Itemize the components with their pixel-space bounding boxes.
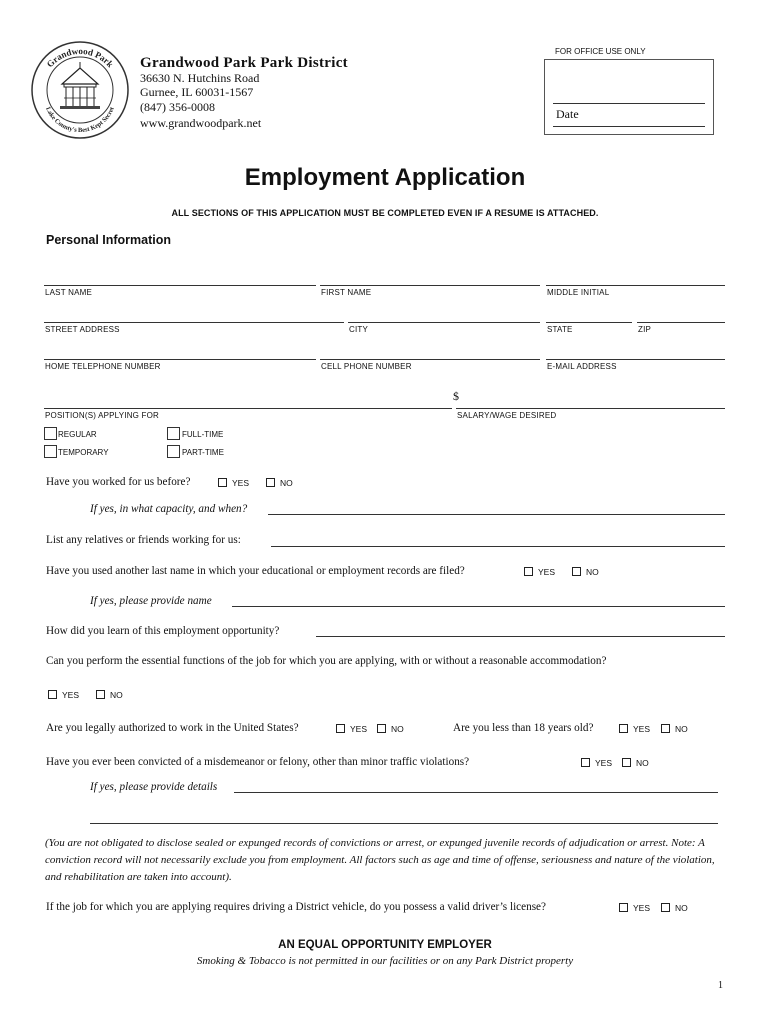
svg-text:Lake County's Best Kept Secret: Lake County's Best Kept Secret <box>44 106 116 135</box>
under-18-no-checkbox[interactable] <box>661 724 670 733</box>
drivers-license-question: If the job for which you are applying requires driving a District vehicle, do you possess a valid driver’s license? <box>46 901 546 913</box>
authorized-question: Are you legally authorized to work in the United States? <box>46 722 299 734</box>
other-name-line[interactable] <box>232 606 725 607</box>
under-18-question: Are you less than 18 years old? <box>453 722 594 734</box>
last-name-line[interactable] <box>44 285 316 286</box>
org-address-line2: Gurnee, IL 60031-1567 <box>140 85 254 99</box>
temporary-label: TEMPORARY <box>58 448 109 457</box>
positions-label: POSITION(S) APPLYING FOR <box>45 411 160 420</box>
other-name-question: Have you used another last name in which your educational or employment records are filed? <box>46 565 465 577</box>
under-18-yes-checkbox[interactable] <box>619 724 628 733</box>
learn-line[interactable] <box>316 636 725 637</box>
authorized-no-label: NO <box>391 724 404 734</box>
authorized-yes-checkbox[interactable] <box>336 724 345 733</box>
district-seal <box>30 40 130 140</box>
authorized-yes-label: YES <box>350 724 368 734</box>
state-line[interactable] <box>546 322 632 323</box>
middle-initial-label: MIDDLE INITIAL <box>547 288 610 297</box>
worked-before-no-label: NO <box>280 478 293 488</box>
svg-text:Grandwood Park: Grandwood Park <box>44 45 116 70</box>
part-time-checkbox[interactable] <box>167 445 180 458</box>
worked-before-yes[interactable] <box>218 478 249 488</box>
equal-opportunity-statement: AN EQUAL OPPORTUNITY EMPLOYER <box>278 939 492 951</box>
other-name-yes-checkbox[interactable] <box>524 567 533 576</box>
essential-no[interactable] <box>96 690 123 700</box>
street-address-label: STREET ADDRESS <box>45 325 120 334</box>
under-18-yes[interactable] <box>619 724 650 734</box>
email-label: E-MAIL ADDRESS <box>547 362 617 371</box>
under-18-no-label: NO <box>675 724 688 734</box>
zip-label: ZIP <box>638 325 652 334</box>
first-name-line[interactable] <box>320 285 540 286</box>
page-number: 1 <box>718 980 723 991</box>
relatives-question: List any relatives or friends working for us: <box>46 534 241 546</box>
essential-functions-question: Can you perform the essential functions of the job for which you are applying, with or without a reasonable accommodation? <box>46 655 607 667</box>
office-use-signature-line[interactable] <box>553 103 705 104</box>
convicted-no[interactable] <box>622 758 649 768</box>
full-time-checkbox[interactable] <box>167 427 180 440</box>
regular-label: REGULAR <box>58 430 97 439</box>
state-label: STATE <box>547 325 573 334</box>
under-18-no[interactable] <box>661 724 688 734</box>
org-address-line1: 36630 N. Hutchins Road <box>140 71 260 85</box>
relatives-line[interactable] <box>271 546 725 547</box>
worked-capacity-prompt: If yes, in what capacity, and when? <box>90 503 248 515</box>
worked-before-no-checkbox[interactable] <box>266 478 275 487</box>
license-no-checkbox[interactable] <box>661 903 670 912</box>
gazebo-seal-icon <box>30 40 130 140</box>
date-label: Date <box>556 107 579 121</box>
office-use-box <box>544 59 714 135</box>
last-name-label: LAST NAME <box>45 288 92 297</box>
page-title: Employment Application <box>244 164 526 191</box>
under-18-yes-label: YES <box>633 724 651 734</box>
worked-before-yes-label: YES <box>232 478 250 488</box>
org-name: Grandwood Park Park District <box>140 55 348 71</box>
city-label: CITY <box>349 325 369 334</box>
other-name-no-checkbox[interactable] <box>572 567 581 576</box>
other-name-prompt: If yes, please provide name <box>90 595 212 607</box>
convicted-yes-label: YES <box>595 758 613 768</box>
part-time-label: PART-TIME <box>182 448 224 457</box>
home-phone-label: HOME TELEPHONE NUMBER <box>45 362 161 371</box>
positions-line[interactable] <box>44 408 452 409</box>
essential-yes-label: YES <box>62 690 80 700</box>
essential-yes[interactable] <box>48 690 79 700</box>
org-website: www.grandwoodpark.net <box>140 116 262 130</box>
cell-phone-line[interactable] <box>320 359 540 360</box>
authorized-no-checkbox[interactable] <box>377 724 386 733</box>
authorized-yes[interactable] <box>336 724 367 734</box>
org-phone: (847) 356-0008 <box>140 100 215 114</box>
completion-notice: ALL SECTIONS OF THIS APPLICATION MUST BE COMPLETED EVEN IF A RESUME IS ATTACHED. <box>171 208 599 218</box>
salary-line[interactable] <box>456 408 725 409</box>
temporary-checkbox[interactable] <box>44 445 57 458</box>
convicted-no-label: NO <box>636 758 649 768</box>
learn-question: How did you learn of this employment opportunity? <box>46 625 280 637</box>
smoking-policy: Smoking & Tobacco is not permitted in our facilities or on any Park District property <box>196 955 574 967</box>
office-use-label: FOR OFFICE USE ONLY <box>555 47 646 56</box>
email-line[interactable] <box>546 359 725 360</box>
worked-before-no[interactable] <box>266 478 293 488</box>
convicted-yes[interactable] <box>581 758 612 768</box>
convicted-yes-checkbox[interactable] <box>581 758 590 767</box>
full-time-label: FULL-TIME <box>182 430 224 439</box>
license-yes[interactable] <box>619 903 650 913</box>
city-line[interactable] <box>348 322 540 323</box>
zip-line[interactable] <box>637 322 725 323</box>
conviction-disclaimer: (You are not obligated to disclose sealed or expunged records of convictions or arrest, or expunged juvenile records of adjudication or arrest. Note: A conviction record will not necessarily exclude you from employment. All factors such as age and time of offense, seriousness and nature of the violation, and rehabilitation are taken into account). <box>45 837 715 883</box>
other-name-yes[interactable] <box>524 567 555 577</box>
date-line[interactable] <box>553 126 705 127</box>
convicted-no-checkbox[interactable] <box>622 758 631 767</box>
convicted-details-prompt: If yes, please provide details <box>90 781 218 793</box>
license-yes-label: YES <box>633 903 651 913</box>
worked-before-yes-checkbox[interactable] <box>218 478 227 487</box>
regular-checkbox[interactable] <box>44 427 57 440</box>
street-address-line[interactable] <box>44 322 344 323</box>
license-no[interactable] <box>661 903 688 913</box>
section-heading-personal: Personal Information <box>46 233 172 247</box>
other-name-yes-label: YES <box>538 567 556 577</box>
convicted-details-line-2[interactable] <box>90 823 718 824</box>
cell-phone-label: CELL PHONE NUMBER <box>321 362 412 371</box>
essential-no-label: NO <box>110 690 123 700</box>
worked-before-question: Have you worked for us before? <box>46 476 191 488</box>
first-name-label: FIRST NAME <box>321 288 372 297</box>
convicted-details-line-1[interactable] <box>234 792 718 793</box>
home-phone-line[interactable] <box>44 359 316 360</box>
worked-capacity-line[interactable] <box>268 514 725 515</box>
dollar-sign: $ <box>453 389 459 403</box>
convicted-question: Have you ever been convicted of a misdemeanor or felony, other than minor traffic violations? <box>46 756 470 768</box>
essential-no-checkbox[interactable] <box>96 690 105 699</box>
salary-label: SALARY/WAGE DESIRED <box>457 411 557 420</box>
license-yes-checkbox[interactable] <box>619 903 628 912</box>
authorized-no[interactable] <box>377 724 404 734</box>
essential-yes-checkbox[interactable] <box>48 690 57 699</box>
license-no-label: NO <box>675 903 688 913</box>
middle-initial-line[interactable] <box>546 285 725 286</box>
other-name-no-label: NO <box>586 567 599 577</box>
other-name-no[interactable] <box>572 567 599 577</box>
